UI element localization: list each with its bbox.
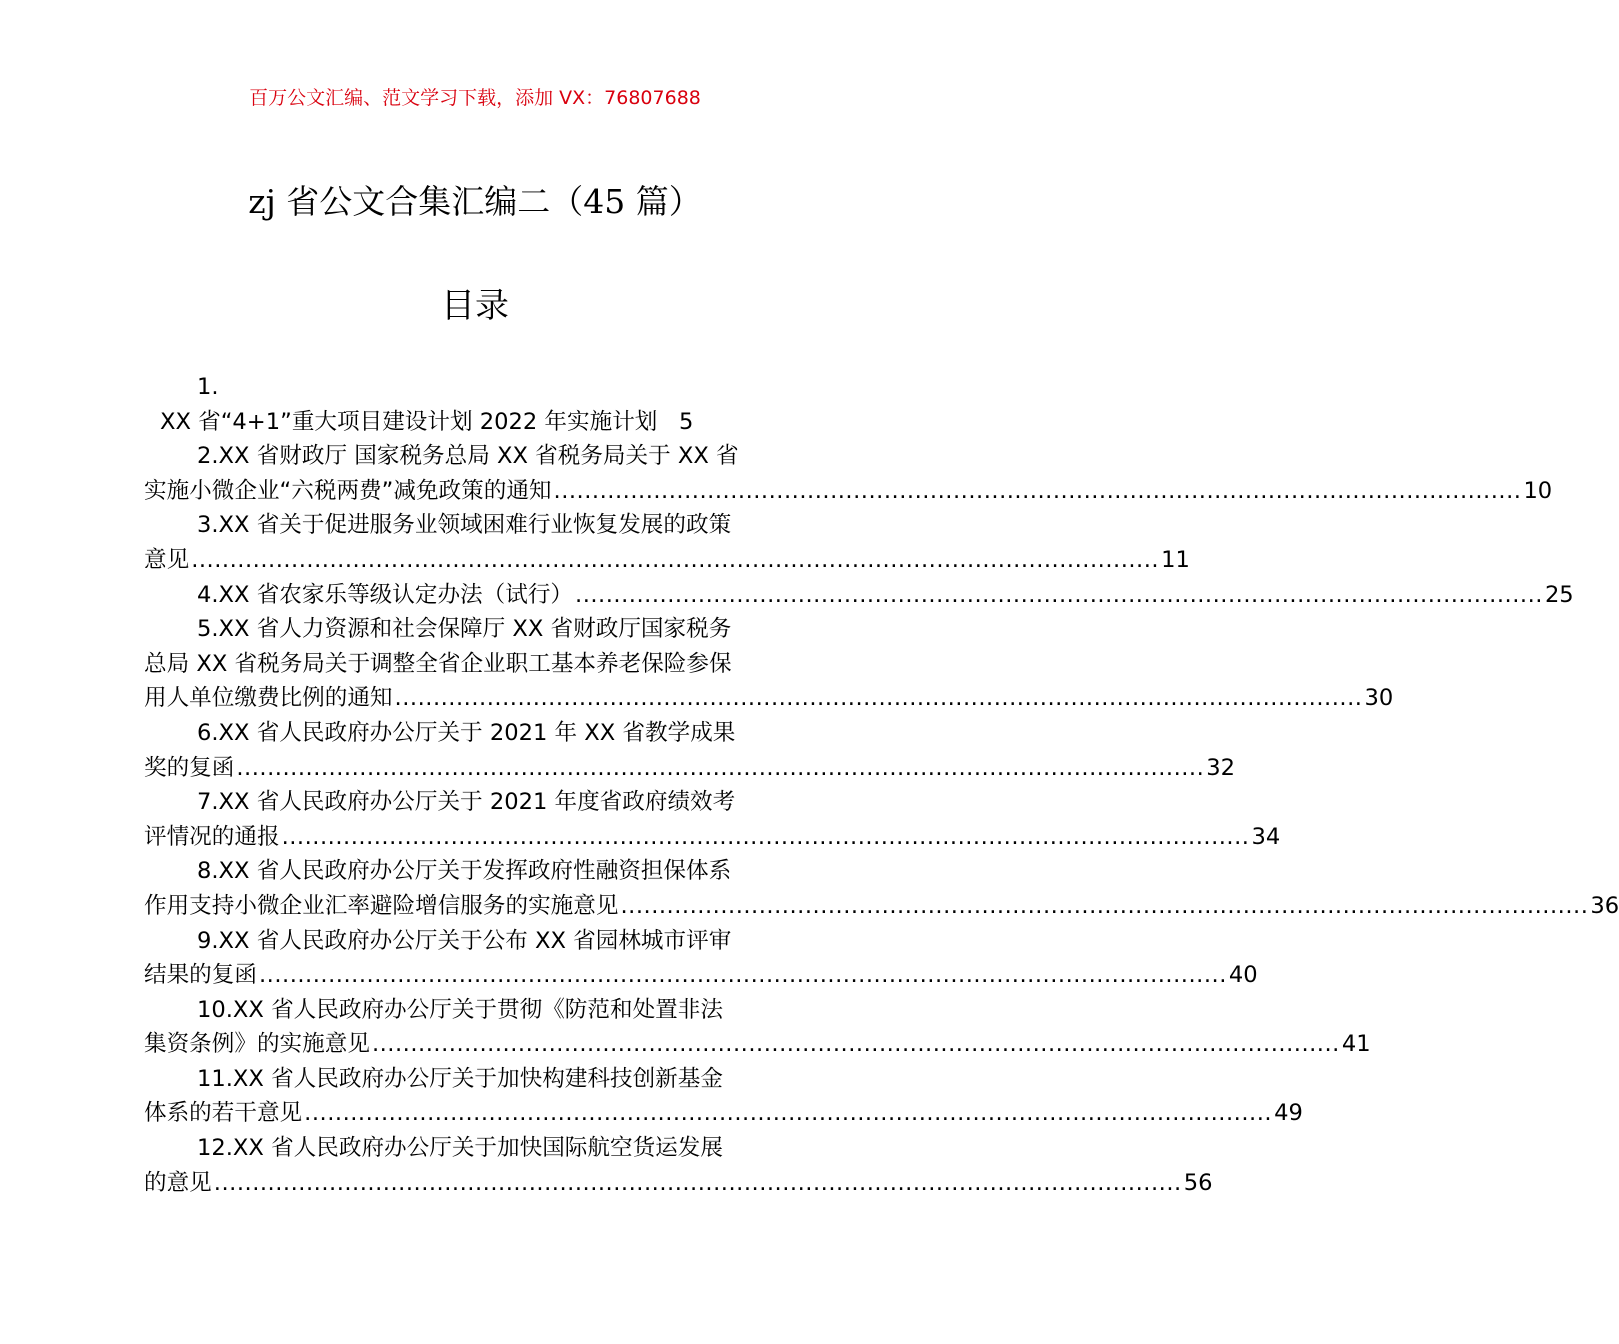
toc-entry[interactable] bbox=[144, 578, 1574, 613]
toc-entry-last-line bbox=[144, 578, 1574, 613]
toc-entry-line: 总局 XX 省税务局关于调整全省企业职工基本养老保险参保 bbox=[144, 650, 732, 677]
toc-entry-line: 7.XX 省人民政府办公厅关于 2021 年度省政府绩效考 bbox=[197, 789, 736, 816]
toc-entry[interactable] bbox=[144, 924, 1258, 993]
toc-leader-dots: .............................................................................................................................. bbox=[304, 1100, 1273, 1127]
document-title: zj 省公文合集汇编二（45 篇） bbox=[248, 182, 702, 221]
toc-entry-text: 集资条例》的实施意见 bbox=[144, 1031, 370, 1058]
toc-entry-line: 9.XX 省人民政府办公厅关于公布 XX 省园林城市评审 bbox=[197, 927, 732, 954]
toc-heading: 目录 bbox=[441, 286, 509, 326]
toc-entry-page: 40 bbox=[1228, 962, 1258, 989]
toc-entry[interactable] bbox=[144, 1131, 1213, 1200]
toc-entry-line: 3.XX 省关于促进服务业领域困难行业恢复发展的政策 bbox=[197, 512, 732, 539]
toc-entry-line: 6.XX 省人民政府办公厅关于 2021 年 XX 省教学成果 bbox=[197, 719, 736, 746]
toc-leader-dots: .............................................................................................................................. bbox=[620, 892, 1589, 919]
toc-entry-page: 30 bbox=[1364, 685, 1394, 712]
toc-entry-text: 奖的复函 bbox=[144, 754, 235, 781]
toc-entry-number: 1. bbox=[197, 374, 219, 400]
toc-entry-page: 36 bbox=[1590, 892, 1619, 919]
toc-entry-last-line bbox=[144, 958, 1258, 993]
toc-entry-page: 32 bbox=[1206, 754, 1236, 781]
toc-entry-line: 2.XX 省财政厅 国家税务总局 XX 省税务局关于 XX 省 bbox=[197, 443, 739, 470]
toc-entry-last-line bbox=[144, 543, 1190, 578]
toc-entry-last-line bbox=[144, 751, 1236, 786]
toc-entry-page: 5 bbox=[678, 408, 694, 435]
toc-entry-text: 4.XX 省农家乐等级认定办法（试行） bbox=[197, 581, 574, 608]
toc-entry[interactable] bbox=[144, 508, 1190, 577]
toc-entry[interactable] bbox=[144, 854, 1619, 923]
toc-leader-dots: .............................................................................................................................. bbox=[575, 581, 1543, 608]
toc-leader-dots: .............................................................................................................................. bbox=[553, 477, 1522, 504]
toc-entry-last-line bbox=[144, 889, 1619, 924]
toc-entry[interactable] bbox=[144, 716, 1236, 785]
toc-entry-text: 实施小微企业“六税两费”减免政策的通知 bbox=[144, 477, 552, 504]
table-of-contents bbox=[144, 370, 1619, 1200]
toc-leader-dots: .............................................................................................................................. bbox=[281, 823, 1250, 850]
toc-entry-last-line bbox=[144, 1027, 1371, 1062]
toc-entry-last-line bbox=[144, 1166, 1213, 1201]
toc-entry[interactable] bbox=[144, 1062, 1303, 1131]
toc-entry-text: 的意见 bbox=[144, 1169, 212, 1196]
toc-entry[interactable] bbox=[144, 993, 1371, 1062]
toc-entry-page: 34 bbox=[1251, 823, 1281, 850]
toc-leader-dots: .............................................................................................................................. bbox=[371, 1031, 1340, 1058]
toc-leader-dots: .............................................................................................................................. bbox=[213, 1169, 1182, 1196]
toc-entry-line: 5.XX 省人力资源和社会保障厅 XX 省财政厅国家税务 bbox=[197, 616, 732, 643]
toc-entry-text: 用人单位缴费比例的通知 bbox=[144, 685, 393, 712]
toc-entry-last-line bbox=[144, 1096, 1303, 1131]
toc-entry-page: 11 bbox=[1161, 546, 1190, 573]
toc-entry-title-line bbox=[144, 405, 806, 440]
toc-entry-line: 12.XX 省人民政府办公厅关于加快国际航空货运发展 bbox=[197, 1135, 723, 1162]
toc-entry-line: 8.XX 省人民政府办公厅关于发挥政府性融资担保体系 bbox=[197, 858, 732, 885]
toc-leader-dots: .............................................................................................................................. bbox=[394, 685, 1363, 712]
toc-entry[interactable] bbox=[144, 785, 1281, 854]
toc-entry-line: 10.XX 省人民政府办公厅关于贯彻《防范和处置非法 bbox=[197, 996, 723, 1023]
toc-entry-text: 体系的若干意见 bbox=[144, 1100, 303, 1127]
toc-entry-page: 25 bbox=[1544, 581, 1574, 608]
toc-entry[interactable] bbox=[144, 370, 806, 439]
toc-entry[interactable] bbox=[144, 439, 1553, 508]
promo-header-note: 百万公文汇编、范文学习下载，添加 VX：76807688 bbox=[249, 87, 701, 109]
toc-entry-page: 10 bbox=[1523, 477, 1553, 504]
toc-entry-page: 49 bbox=[1274, 1100, 1303, 1127]
toc-entry-title: XX 省“4+1”重大项目建设计划 2022 年实施计划 bbox=[160, 408, 658, 435]
toc-entry-last-line bbox=[144, 681, 1394, 716]
toc-leader-dots: .............................................................................................................................. bbox=[236, 754, 1205, 781]
toc-entry-line: 11.XX 省人民政府办公厅关于加快构建科技创新基金 bbox=[197, 1065, 723, 1092]
toc-leader-dots: .............................................................................................................................. bbox=[258, 962, 1227, 989]
toc-entry-last-line bbox=[144, 474, 1553, 509]
toc-entry-page: 56 bbox=[1183, 1169, 1213, 1196]
toc-entry-last-line bbox=[144, 820, 1281, 855]
toc-entry-text: 作用支持小微企业汇率避险增信服务的实施意见 bbox=[144, 892, 619, 919]
toc-entry[interactable] bbox=[144, 612, 1394, 716]
toc-entry-text: 评情况的通报 bbox=[144, 823, 280, 850]
toc-entry-text: 意见 bbox=[144, 546, 190, 573]
toc-entry-page: 41 bbox=[1341, 1031, 1371, 1058]
toc-entry-text: 结果的复函 bbox=[144, 962, 257, 989]
toc-leader-dots: .............................................................................................................................. bbox=[191, 546, 1160, 573]
